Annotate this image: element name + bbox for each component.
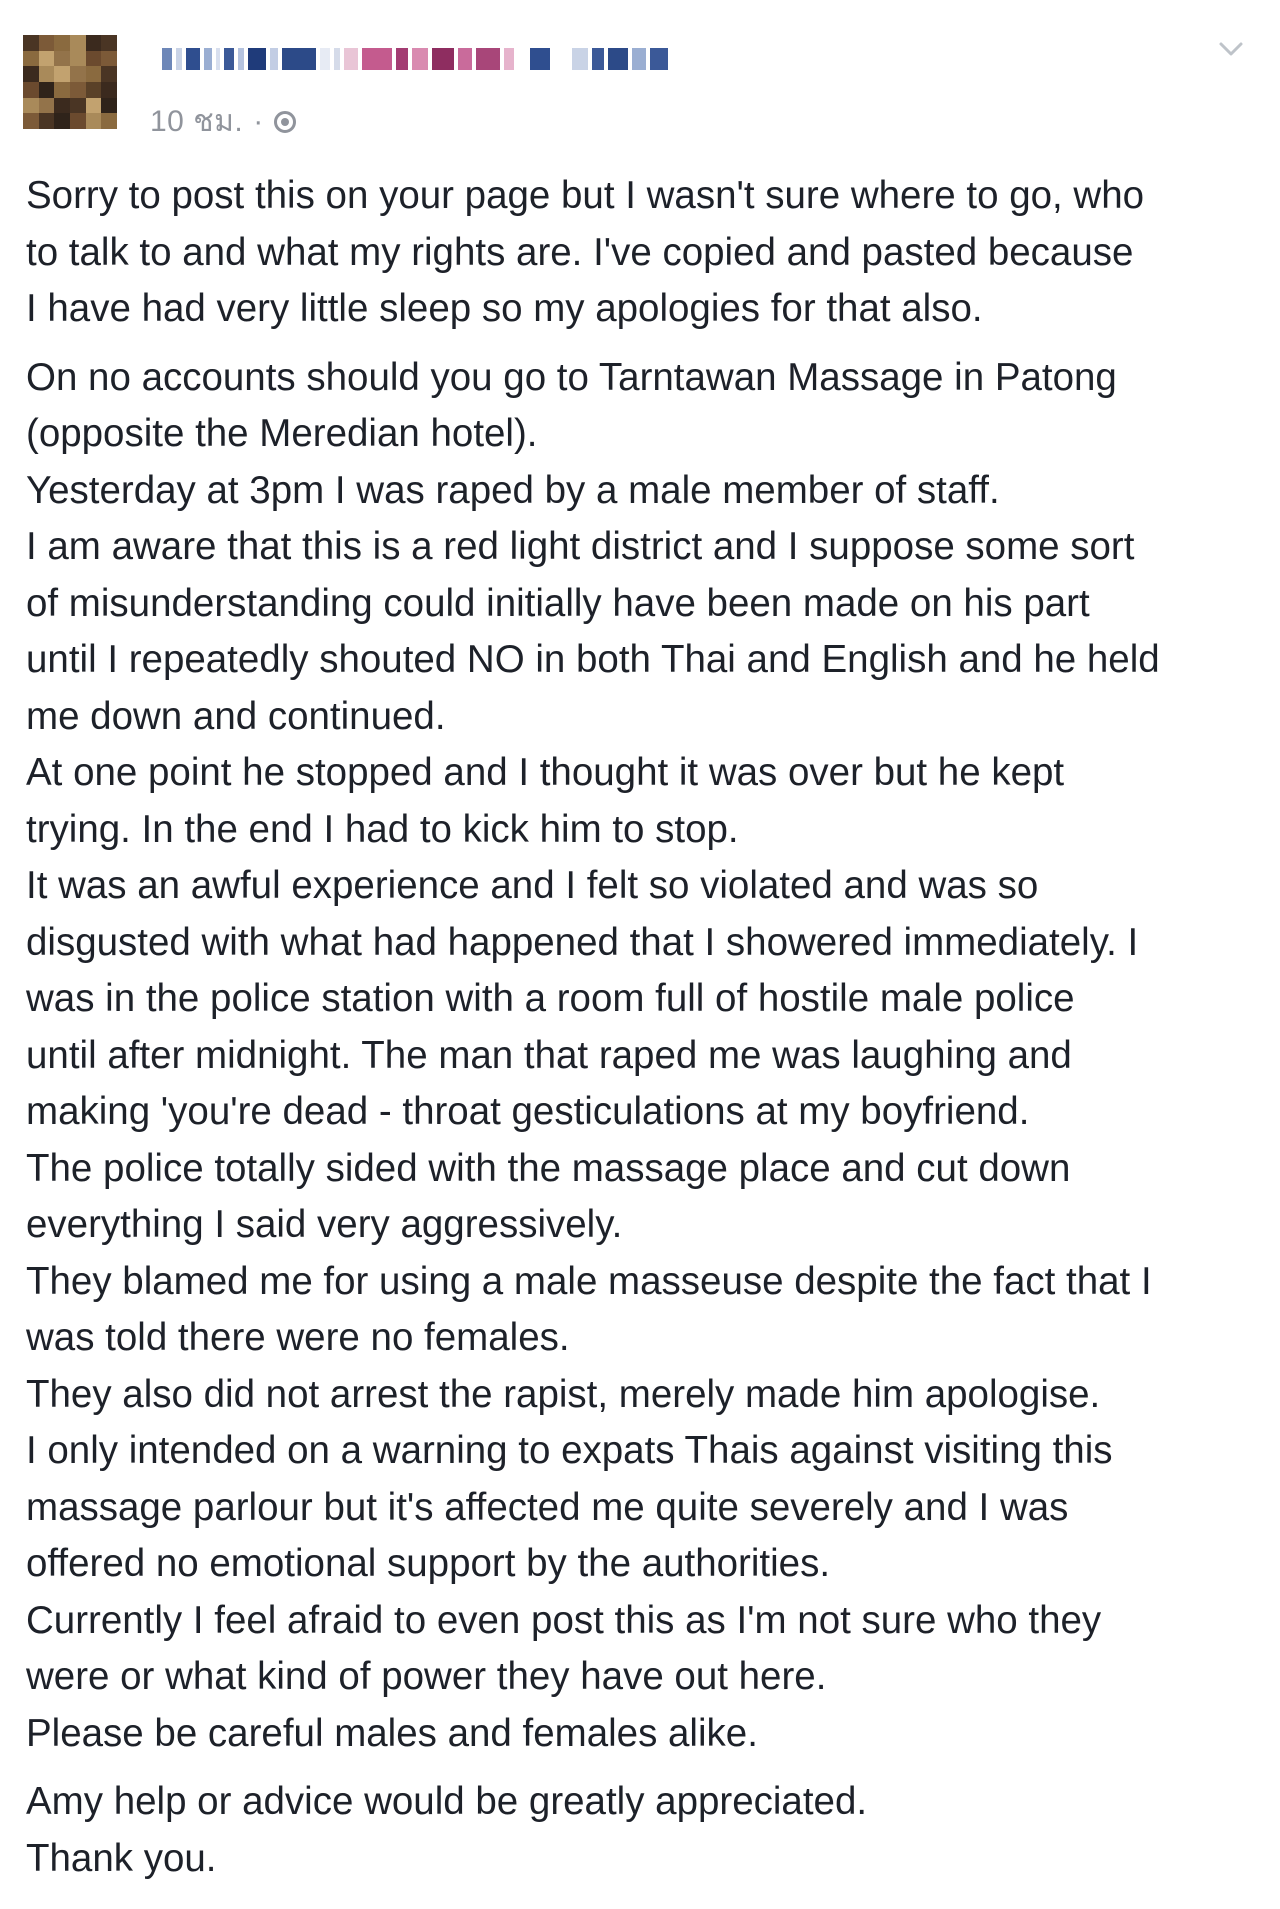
post-meta xyxy=(150,98,296,145)
post-text-line: of misunderstanding could initially have been made on his part xyxy=(26,581,1090,625)
redaction-block xyxy=(238,48,244,70)
avatar-pixel xyxy=(39,98,55,114)
post-text-line: It was an awful experience and I felt so violated and was so xyxy=(26,864,1039,907)
redaction-block xyxy=(204,48,212,70)
redaction-block xyxy=(504,48,514,70)
avatar-pixel xyxy=(101,35,117,51)
post-text-line: was told there were no females. xyxy=(26,1316,570,1359)
avatar-pixel xyxy=(39,35,55,51)
post-text-line: Amy help or advice would be greatly appreciated. xyxy=(26,1780,868,1823)
avatar-pixel xyxy=(101,98,117,114)
redaction-block xyxy=(650,48,668,70)
post-text-line: was in the police station with a room full of hostile male police xyxy=(26,977,1075,1020)
redaction-block xyxy=(608,48,628,70)
avatar-pixel xyxy=(101,113,117,129)
avatar-pixel xyxy=(23,82,39,98)
avatar-pixel xyxy=(86,51,102,67)
post-paragraph xyxy=(26,1774,1266,1887)
avatar-pixel xyxy=(54,51,70,67)
redaction-block xyxy=(396,48,408,70)
post-text-line: The police totally sided with the massage place and cut down xyxy=(26,1146,1071,1190)
post-text-line: Please be careful males and females alike. xyxy=(26,1711,758,1755)
avatar-pixel xyxy=(23,98,39,114)
avatar-pixel xyxy=(101,51,117,67)
post-text-line: trying. In the end I had to kick him to stop. xyxy=(26,807,739,851)
post-paragraph xyxy=(26,168,1266,338)
avatar-pixel xyxy=(86,113,102,129)
post-text-line: Thank you. xyxy=(26,1836,217,1880)
post-body xyxy=(26,168,1266,1887)
redaction-block xyxy=(554,48,568,70)
redaction-block xyxy=(572,48,588,70)
post-text-line: to talk to and what my rights are. I've copied and pasted because xyxy=(26,230,1134,274)
avatar-pixel xyxy=(101,82,117,98)
avatar-pixel xyxy=(39,51,55,67)
post-text-line: offered no emotional support by the authorities. xyxy=(26,1542,831,1585)
redaction-block xyxy=(344,48,358,70)
avatar-pixel xyxy=(101,66,117,82)
avatar-pixel xyxy=(86,35,102,51)
avatar-pixel xyxy=(23,51,39,67)
avatar[interactable] xyxy=(23,35,117,129)
post-text-line: I only intended on a warning to expats Thais against visiting this xyxy=(26,1429,1113,1472)
redaction-block xyxy=(458,48,472,70)
avatar-pixel xyxy=(23,66,39,82)
post-text-line: They blamed me for using a male masseuse despite the fact that I xyxy=(26,1259,1152,1303)
post-text-line: Yesterday at 3pm I was raped by a male member of staff. xyxy=(26,468,1000,512)
avatar-pixel xyxy=(54,113,70,129)
redaction-block xyxy=(518,48,526,70)
avatar-pixel xyxy=(70,66,86,82)
redaction-block xyxy=(248,48,266,70)
avatar-pixel xyxy=(23,113,39,129)
redaction-block xyxy=(334,48,340,70)
redaction-block xyxy=(476,48,500,70)
author-name-redacted[interactable] xyxy=(162,46,672,72)
post-text-line: massage parlour but it's affected me quite severely and I was xyxy=(26,1485,1069,1529)
post-text-line: (opposite the Meredian hotel). xyxy=(26,412,538,455)
avatar-pixel xyxy=(54,35,70,51)
post-text-line: They also did not arrest the rapist, merely made him apologise. xyxy=(26,1372,1101,1416)
redaction-block xyxy=(320,48,330,70)
post-paragraph xyxy=(26,350,1266,1763)
post-text-line: disgusted with what had happened that I showered immediately. I xyxy=(26,920,1139,964)
globe-icon[interactable] xyxy=(274,111,296,133)
redaction-block xyxy=(530,48,550,70)
avatar-pixel xyxy=(86,82,102,98)
post-text-line: On no accounts should you go to Tarntawan Massage in Patong xyxy=(26,355,1117,399)
redaction-block xyxy=(592,48,604,70)
redaction-block xyxy=(432,48,454,70)
avatar-pixel xyxy=(39,66,55,82)
avatar-pixel xyxy=(70,51,86,67)
post-text-line: were or what kind of power they have out here. xyxy=(26,1655,827,1698)
redaction-block xyxy=(176,48,182,70)
avatar-pixel xyxy=(70,98,86,114)
post-text-line: everything I said very aggressively. xyxy=(26,1203,623,1246)
post-text-line: until I repeatedly shouted NO in both Thai and English and he held xyxy=(26,638,1160,681)
avatar-pixel xyxy=(86,66,102,82)
post-text-line: making 'you're dead - throat gesticulations at my boyfriend. xyxy=(26,1090,1030,1133)
redaction-block xyxy=(282,48,316,70)
redaction-block xyxy=(632,48,646,70)
post-text-line: me down and continued. xyxy=(26,694,446,738)
post-text-line: Sorry to post this on your page but I wasn't sure where to go, who xyxy=(26,174,1145,217)
redaction-block xyxy=(362,48,392,70)
post-text-line: I am aware that this is a red light district and I suppose some sort xyxy=(26,525,1135,568)
avatar-pixel xyxy=(86,98,102,114)
post-timestamp[interactable]: 10 ชม. xyxy=(150,105,244,138)
redaction-block xyxy=(162,48,172,70)
post-text-line: Currently I feel afraid to even post this as I'm not sure who they xyxy=(26,1598,1102,1642)
avatar-pixel xyxy=(54,66,70,82)
post-text-line: At one point he stopped and I thought it was over but he kept xyxy=(26,751,1065,794)
post-text-line: until after midnight. The man that raped me was laughing and xyxy=(26,1033,1072,1077)
avatar-pixel xyxy=(54,82,70,98)
avatar-pixel xyxy=(39,113,55,129)
chevron-down-icon[interactable] xyxy=(1218,36,1244,62)
meta-separator: · xyxy=(253,104,264,138)
avatar-pixel xyxy=(54,98,70,114)
avatar-pixel xyxy=(70,35,86,51)
redaction-block xyxy=(224,48,234,70)
avatar-pixel xyxy=(70,82,86,98)
redaction-block xyxy=(186,48,200,70)
avatar-pixel xyxy=(70,113,86,129)
redaction-block xyxy=(216,48,220,70)
redaction-block xyxy=(270,48,278,70)
avatar-pixel xyxy=(39,82,55,98)
post-text-line: I have had very little sleep so my apologies for that also. xyxy=(26,287,983,330)
redaction-block xyxy=(412,48,428,70)
avatar-pixel xyxy=(23,35,39,51)
